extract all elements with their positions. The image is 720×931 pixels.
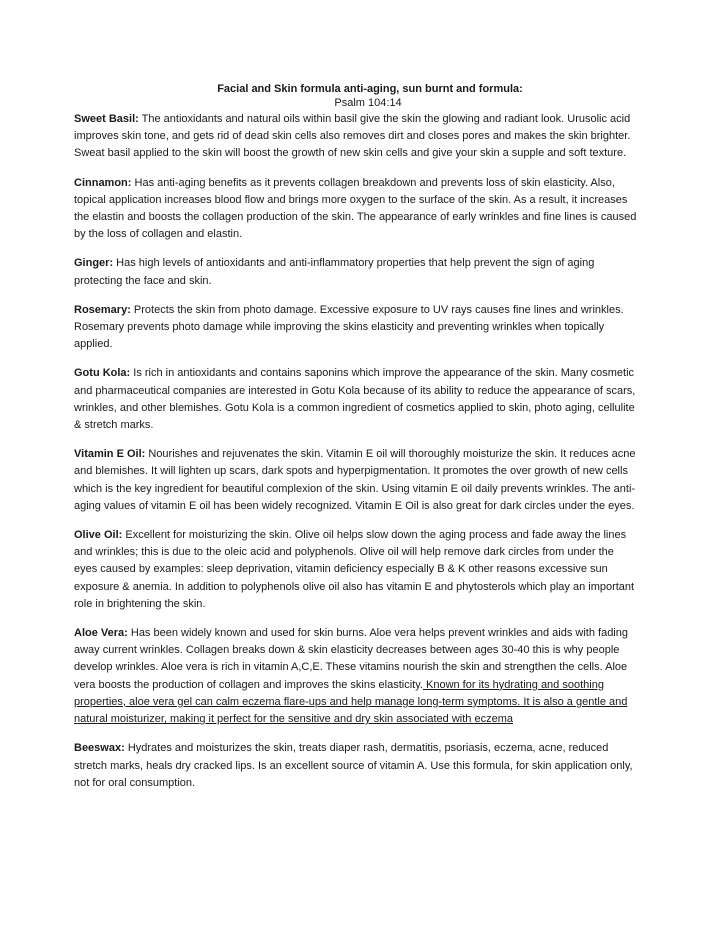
- entry-sweet-basil: [74, 111, 640, 163]
- entry-text: The antioxidants and natural oils within basil give the skin the glowing and radiant look. Urusolic acid improves skin tone, and gets rid of dead skin cells also removes dirt and closes pores and makes the skin brighter. Sweat basil applied to the skin will boost the growth of new skin cells and give your skin a supple and soft texture.: [74, 113, 631, 160]
- entry-beeswax: [74, 740, 640, 792]
- entry-term: Gotu Kola:: [74, 367, 131, 380]
- entry-term: Vitamin E Oil:: [74, 448, 146, 461]
- entry-underlined-text: Known for its hydrating and soothing properties, aloe vera gel can calm eczema flare-ups and help manage long-term symptoms. It is also a gentle and natural moisturizer, making it perfect for the sensitive and dry skin associated with eczema: [74, 678, 628, 726]
- entry-text: Protects the skin from photo damage. Excessive exposure to UV rays causes fine lines and wrinkles. Rosemary prevents photo damage while improving the skins elasticity and preventing wrinkles when topically applied.: [74, 303, 624, 351]
- document-title: Facial and Skin formula anti-aging, sun burnt and formula:: [217, 83, 523, 95]
- entry-aloe-vera: [74, 625, 640, 728]
- entry-text: Has high levels of antioxidants and anti-inflammatory properties that help prevent the sign of aging protecting the face and skin.: [74, 257, 595, 287]
- entry-term: Olive Oil:: [74, 529, 123, 542]
- entry-text: Is rich in antioxidants and contains saponins which improve the appearance of the skin. Many cosmetic and pharmaceutical companies are interested in Gotu Kola because of its ability to reduce the appearance of scars, wrinkles, and other blemishes. Gotu Kola is a common ingredient of cosmetics applied to skin, photo aging, cellulite & stretch marks.: [74, 367, 636, 432]
- entry-text: Excellent for moisturizing the skin. Olive oil helps slow down the aging process and fade away the lines and wrinkles; this is due to the oleic acid and polyphenols. Olive oil will help remove dark circles from under the eyes caused by examples: sleep deprivation, vitamin deficiency especially B & K other reasons excessive sun exposure & anemia. In addition to polyphenols olive oil also has vitamin E and phytosterols which play an important role in brightening the skin.: [74, 529, 635, 610]
- entry-text: Hydrates and moisturizes the skin, treats diaper rash, dermatitis, psoriasis, eczema, acne, reduced stretch marks, heals dry cracked lips. Is an excellent source of vitamin A. Use this formula, for skin application only, not for oral consumption.: [74, 742, 633, 789]
- entry-term: Ginger:: [74, 257, 114, 270]
- entry-term: Beeswax:: [74, 742, 125, 755]
- entry-text: Has anti-aging benefits as it prevents collagen breakdown and prevents loss of skin elasticity. Also, topical application increases blood flow and brings more oxygen to the surface of the skin. As a result, it increases the elastin and boosts the collagen production of the skin. The appearance of early wrinkles and fine lines is caused by the loss of collagen and elastin.: [74, 176, 637, 241]
- document-header: [0, 82, 720, 110]
- entry-text: Nourishes and rejuvenates the skin. Vitamin E oil will thoroughly moisturize the skin. It reduces acne and blemishes. It will lighten up scars, dark spots and hyperpigmentation. It promotes the over growth of new cells which is the key ingredient for beautiful complexion of the skin. Using vitamin E oil daily prevents wrinkles. The anti-aging values of vitamin E oil has been widely recognized. Vitamin E Oil is also great for dark circles under the eyes.: [74, 448, 636, 512]
- entry-ginger: [74, 255, 640, 289]
- entry-rosemary: [74, 302, 640, 354]
- entry-term: Cinnamon:: [74, 176, 132, 189]
- entry-olive-oil: [74, 527, 640, 613]
- entry-term: Rosemary:: [74, 303, 131, 316]
- entry-gotu-kola: [74, 365, 640, 434]
- entry-term: Sweet Basil:: [74, 113, 139, 125]
- entry-vitamin-e-oil: [74, 446, 640, 515]
- entry-text: Has been widely known and used for skin burns. Aloe vera helps prevent wrinkles and aids with fading away current wrinkles. Collagen breaks down & skin elasticity decreases between ages 30-40 this is why people develop wrinkles. Aloe vera is rich in vitamin A,C,E. These vitamins nourish the skin and strengthen the cells. Aloe vera boosts the production of collagen and improves the skins elasticity.: [74, 627, 628, 691]
- entry-cinnamon: [74, 175, 640, 244]
- entry-term: Aloe Vera:: [74, 627, 128, 640]
- document-subtitle: Psalm 104:14: [334, 97, 402, 109]
- document-body: [74, 111, 640, 804]
